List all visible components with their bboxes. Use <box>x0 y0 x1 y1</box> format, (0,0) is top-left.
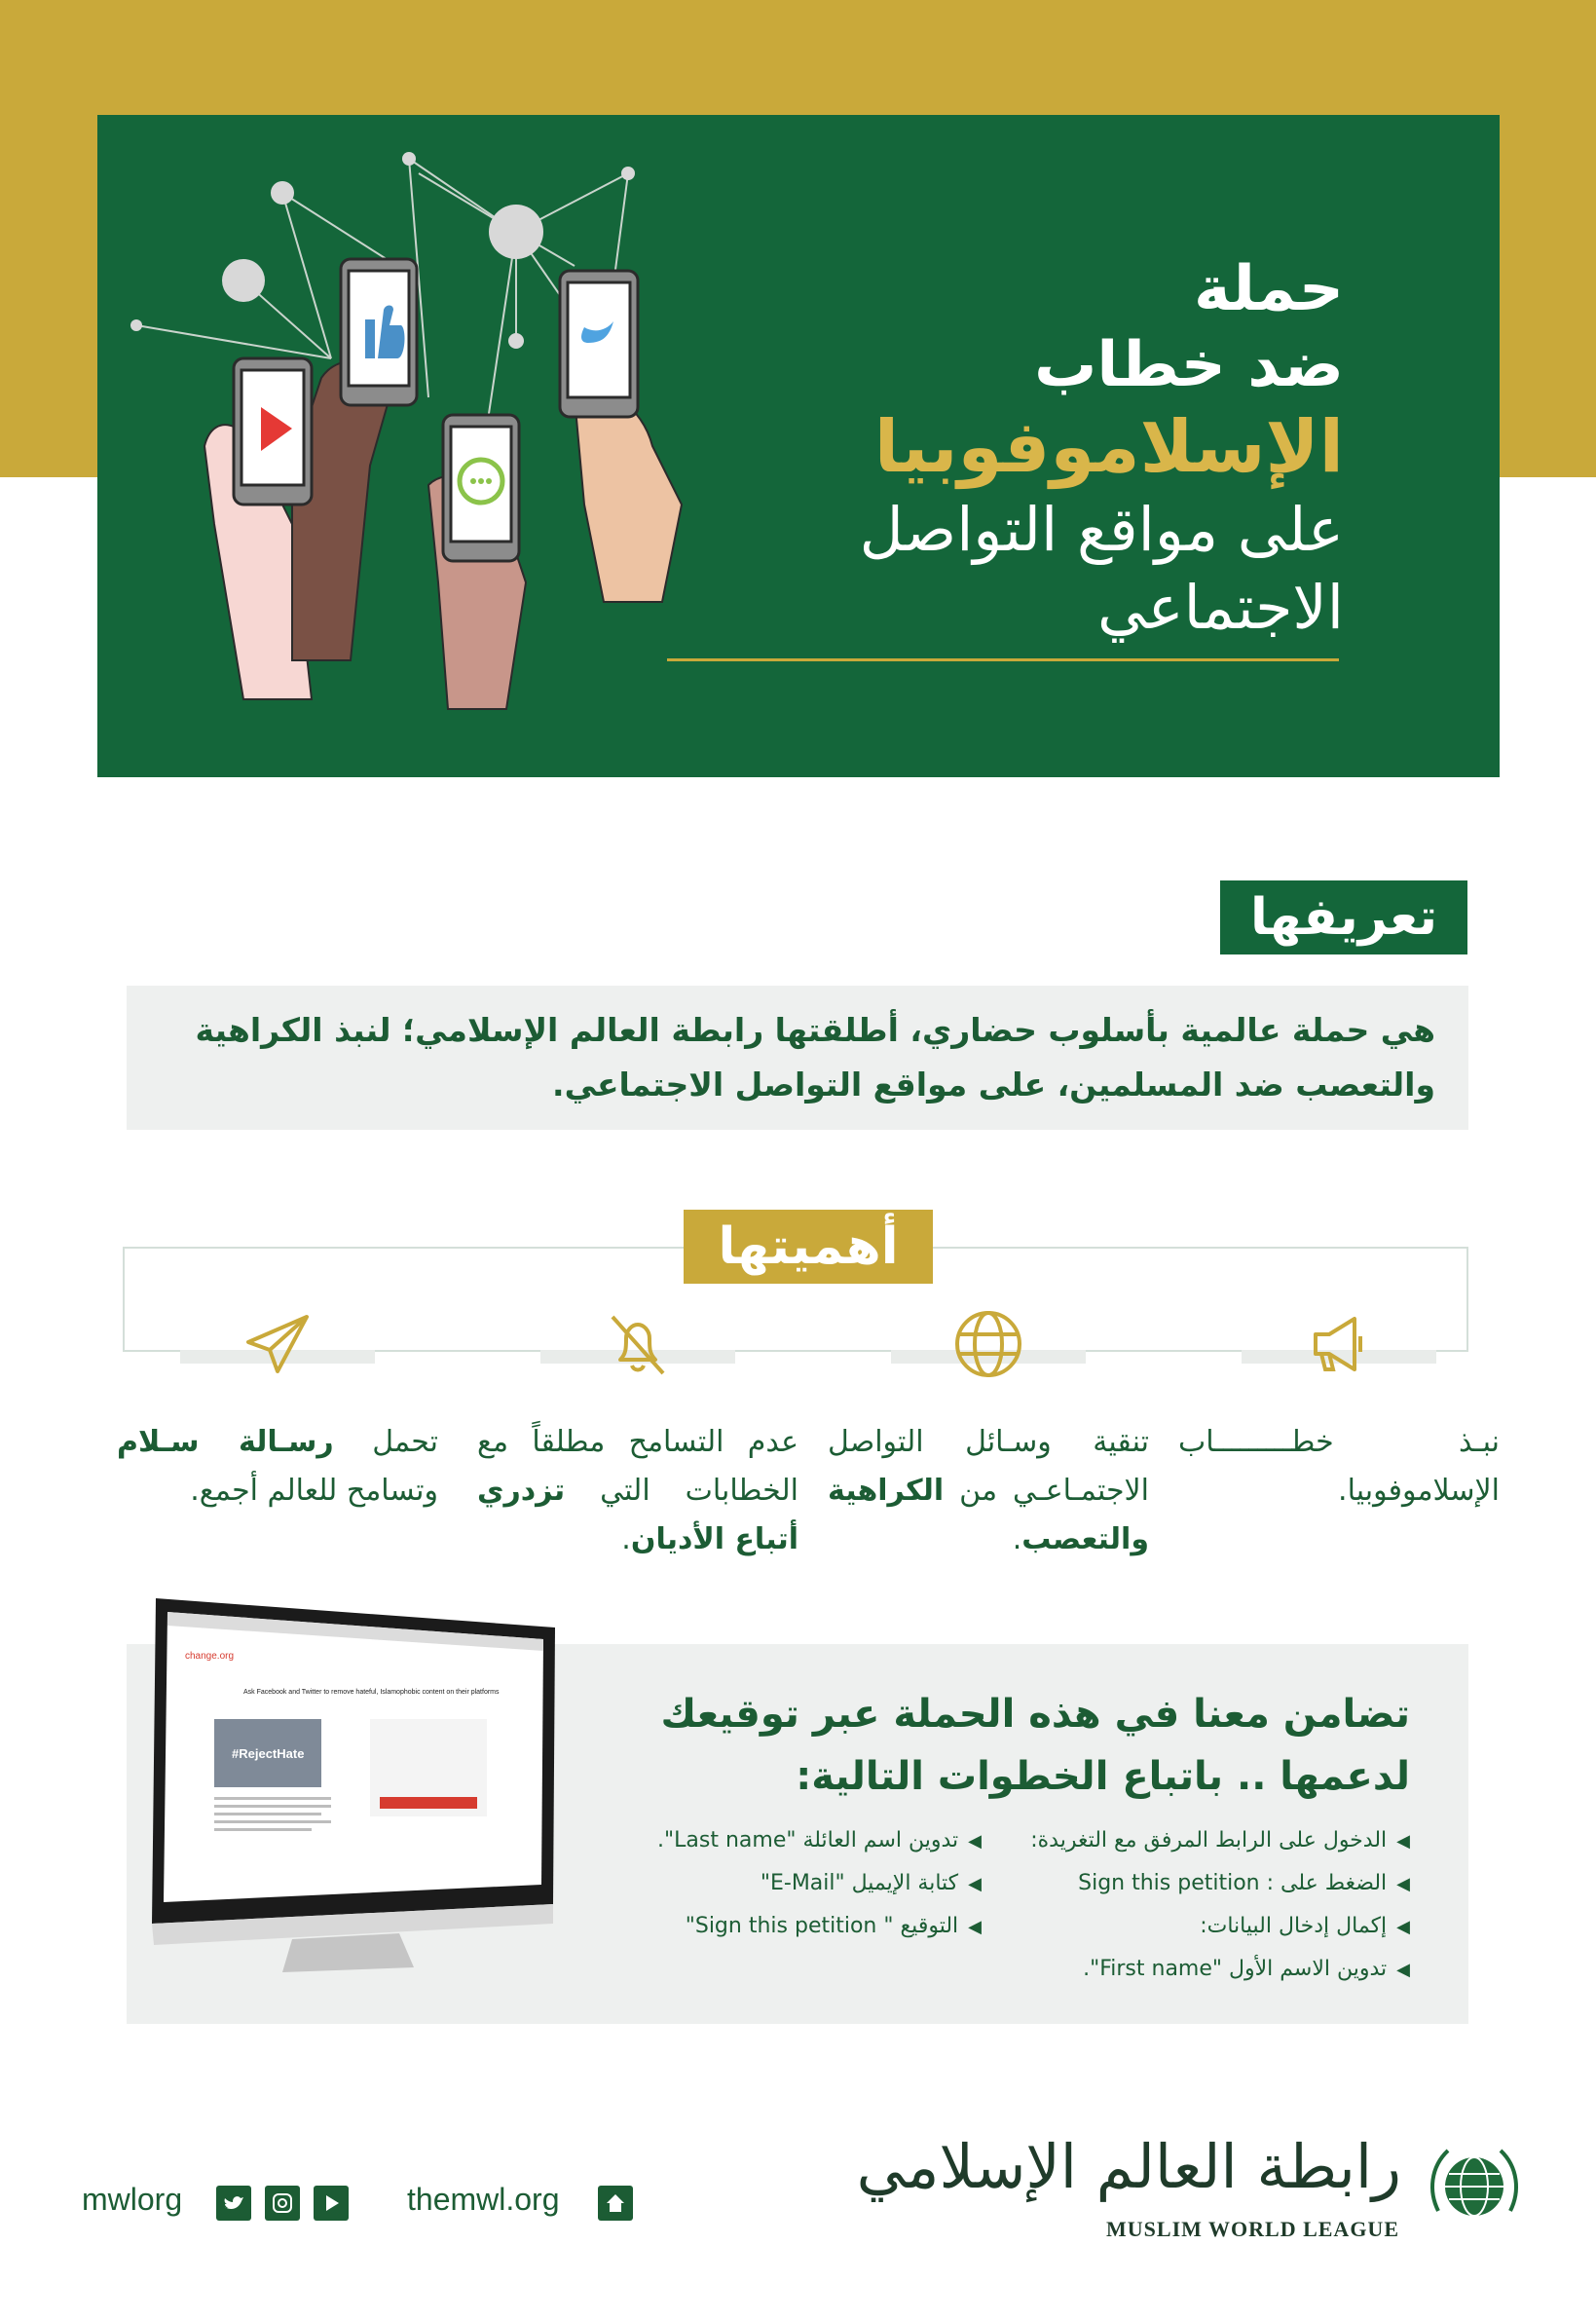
step-item: ◀ تدوين الاسم الأول "First name". <box>1021 1948 1410 1991</box>
title-line-2: ضد خطاب <box>1034 329 1344 401</box>
title-divider <box>667 658 1339 661</box>
definition-text: هي حملة عالمية بأسلوب حضاري، أطلقتها رابطة العالم الإسلامي؛ لنبذ الكراهية والتعصب ضد المسلمين، على مواقع التواصل الاجتماعي. <box>127 986 1468 1130</box>
importance-heading: أهميتها <box>684 1210 933 1284</box>
megaphone-icon <box>1300 1305 1378 1383</box>
importance-text: تحمل رسـالة سـلام وتسامح للعالم أجمع. <box>117 1425 438 1508</box>
instagram-icon[interactable] <box>265 2186 300 2221</box>
title-line-1: حملة <box>1194 253 1344 325</box>
website-link[interactable]: themwl.org <box>407 2182 560 2217</box>
globe-icon <box>949 1305 1027 1383</box>
step-item: ◀ الدخول على الرابط المرفق مع التغريدة: <box>1021 1819 1410 1862</box>
importance-item <box>477 1305 798 1564</box>
step-item: ◀ إكمال إدخال البيانات: <box>1021 1905 1410 1948</box>
screen-hashtag: #RejectHate <box>232 1746 305 1761</box>
social-handle[interactable]: mwlorg <box>82 2182 183 2217</box>
importance-text: عدم التسامح مطلقاً مع الخطابات التي تزدري أتباع الأديان. <box>477 1425 798 1556</box>
title-line-5: الاجتماعي <box>1096 572 1344 643</box>
footer <box>0 2114 1596 2320</box>
step-item: ◀ كتابة الإيميل "E-Mail" <box>592 1862 982 1905</box>
org-logo-arabic: رابطة العالم الإسلامي <box>856 2131 1401 2202</box>
title-line-4: على مواقع التواصل <box>859 494 1344 565</box>
org-emblem-icon <box>1421 2133 1528 2240</box>
youtube-icon[interactable] <box>314 2186 349 2221</box>
importance-item <box>828 1305 1149 1564</box>
paper-plane-icon <box>239 1305 316 1383</box>
step-item: ◀ الضغط على : Sign this petition <box>1021 1862 1410 1905</box>
step-item: ◀ التوقيع " Sign this petition" <box>592 1905 982 1948</box>
importance-list <box>97 1305 1500 1556</box>
importance-item <box>117 1305 438 1515</box>
importance-text: تنقية وسـائل التواصل الاجتمـاعـي من الكراهية والتعصب. <box>828 1425 1149 1556</box>
twitter-icon[interactable] <box>216 2186 251 2221</box>
definition-heading: تعريفها <box>1220 880 1467 954</box>
petition-title: تضامن معنا في هذه الحملة عبر توقيعك لدعمها .. باتباع الخطوات التالية: <box>660 1692 1410 1799</box>
petition-steps-right <box>1021 1819 1410 1991</box>
home-icon[interactable] <box>598 2186 633 2221</box>
petition-steps-left <box>592 1819 982 1948</box>
screen-headline: Ask Facebook and Twitter to remove hateful, Islamophobic content on their platforms <box>243 1689 500 1696</box>
title-highlight: الإسلاموفوبيا <box>873 405 1344 489</box>
importance-text: نبـذ خطـــــــــاب الإسلاموفوبيا. <box>1178 1425 1500 1508</box>
step-item: ◀ تدوين اسم العائلة "Last name". <box>592 1819 982 1862</box>
org-logo-english: MUSLIM WORLD LEAGUE <box>1106 2217 1399 2241</box>
monitor-screenshot <box>146 1592 565 1972</box>
hero-banner <box>97 115 1500 777</box>
screen-brand: change.org <box>185 1651 235 1662</box>
campaign-title <box>721 251 1344 647</box>
importance-item <box>1178 1305 1500 1515</box>
bell-off-icon <box>599 1305 677 1383</box>
